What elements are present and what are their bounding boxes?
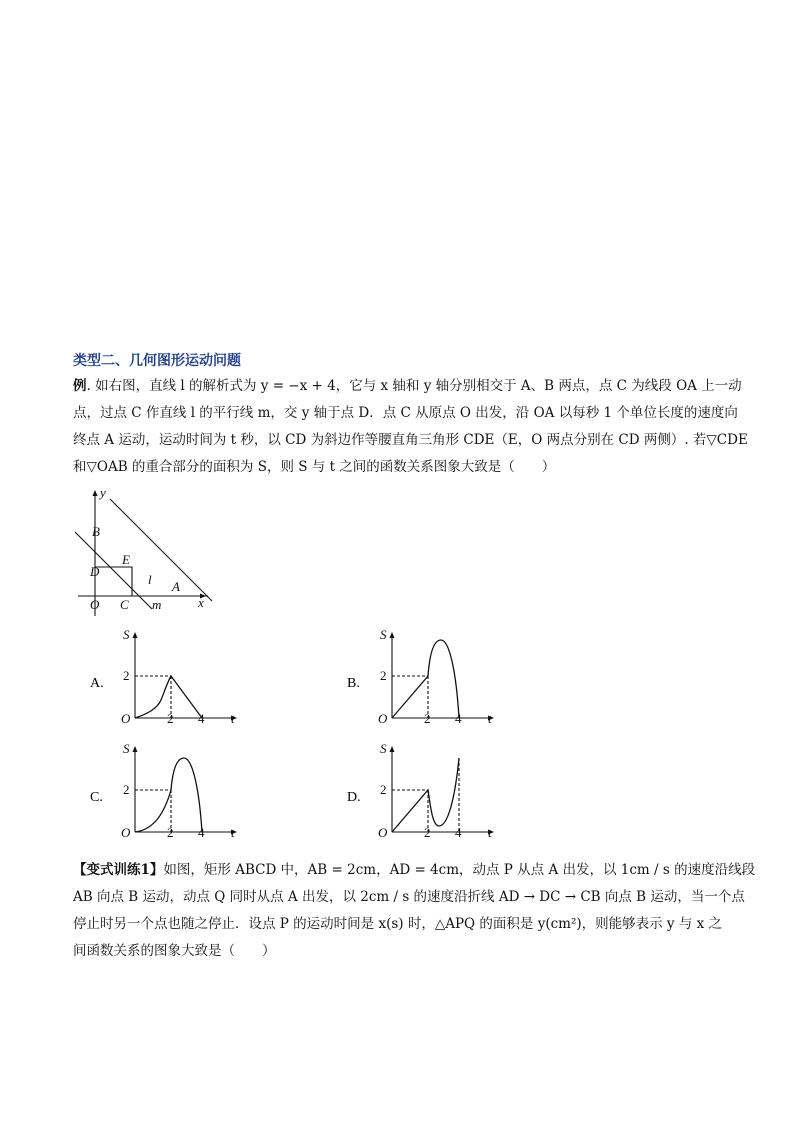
option-b-t-label: t [488, 711, 492, 726]
example-line-1: 例. 如右图，直线 l 的解析式为 y = −x + 4，它与 x 轴和 y 轴分别相交于 A、B 两点，点 C 为线段 OA 上一动 [73, 378, 742, 394]
variant-problem [73, 857, 756, 965]
option-d-s-label: S [380, 741, 387, 756]
option-a-s-label: S [123, 627, 130, 642]
triangle-cde [95, 567, 132, 596]
label-c: C [120, 597, 129, 612]
option-a-tick-2: 2 [167, 711, 174, 726]
option-d-curve [392, 758, 459, 832]
option-a-letter: A. [90, 676, 104, 691]
option-c-tick-2: 2 [167, 825, 174, 840]
option-c-tick-4: 4 [198, 825, 205, 840]
option-c-s-label: S [123, 741, 130, 756]
label-e: E [122, 552, 130, 567]
option-c-curve [135, 758, 202, 832]
y-arrow [93, 490, 98, 496]
option-b-graph [342, 624, 512, 734]
option-d-t-label: t [488, 825, 492, 840]
option-a-tick-4: 4 [198, 711, 205, 726]
option-b-y2-label: 2 [380, 668, 387, 683]
option-d-s-arrow [390, 746, 395, 752]
option-a-graph [85, 624, 255, 734]
option-a-s-arrow [133, 632, 138, 638]
option-d-graph [342, 738, 512, 848]
section-heading: 类型二、几何图形运动问题 [73, 353, 241, 369]
option-b-tick-2: 2 [424, 711, 431, 726]
variant-label: 【变式训练1】 [73, 862, 164, 878]
example-problem [73, 373, 748, 481]
option-d-letter: D. [347, 790, 361, 805]
option-b-letter: B. [347, 676, 360, 691]
variant-line-1: 【变式训练1】如图，矩形 ABCD 中，AB = 2cm，AD = 4cm，动点 P 从点 A 出发，以 1cm / s 的速度沿线段 [73, 862, 756, 878]
option-d-y2-label: 2 [380, 782, 387, 797]
label-m: m [152, 597, 162, 612]
label-l: l [148, 572, 152, 587]
option-c-graph [85, 738, 255, 848]
option-b-s-arrow [390, 632, 395, 638]
label-a: A [172, 579, 180, 594]
option-c-s-arrow [133, 746, 138, 752]
variant-line-2: AB 向点 B 运动，动点 Q 同时从点 A 出发，以 2cm / s 的速度沿折线 AD → DC → CB 向点 B 运动，当一个点 [73, 889, 745, 905]
label-x: x [198, 595, 204, 610]
option-b-origin: O [378, 711, 388, 726]
example-line-2: 点，过点 C 作直线 l 的平行线 m，交 y 轴于点 D．点 C 从原点 O 出发，沿 OA 以每秒 1 个单位长度的速度向 [73, 405, 738, 421]
example-line-3: 终点 A 运动，运动时间为 t 秒，以 CD 为斜边作等腰直角三角形 CDE（E，O 两点分别在 CD 两侧）. 若▽CDE [73, 432, 748, 448]
line-l [110, 499, 212, 601]
option-a-t-label: t [231, 711, 235, 726]
option-b-tick-4: 4 [455, 711, 462, 726]
variant-line-4: 间函数关系的图象大致是（ ） [73, 943, 276, 959]
geometry-figure [70, 484, 220, 619]
option-c-t-label: t [231, 825, 235, 840]
variant-line-3: 停止时另一个点也随之停止．设点 P 的运动时间是 x(s) 时，△APQ 的面积是 y(cm²)，则能够表示 y 与 x 之 [73, 916, 723, 932]
option-a-origin: O [121, 711, 131, 726]
label-y: y [100, 485, 106, 500]
option-b-s-label: S [380, 627, 387, 642]
option-d-tick-2: 2 [424, 825, 431, 840]
line-m [75, 532, 152, 609]
example-label: 例 [73, 378, 87, 394]
label-b: B [92, 524, 100, 539]
option-c-letter: C. [90, 790, 103, 805]
option-c-origin: O [121, 825, 131, 840]
example-line-4: 和▽OAB 的重合部分的面积为 S，则 S 与 t 之间的函数关系图象大致是（ ） [73, 459, 556, 475]
option-d-origin: O [378, 825, 388, 840]
option-b-curve [392, 640, 459, 718]
option-c-y2-label: 2 [123, 782, 130, 797]
option-d-tick-4: 4 [455, 825, 462, 840]
option-a-y2-label: 2 [123, 668, 130, 683]
label-o: O [90, 597, 100, 612]
label-d: D [90, 564, 100, 579]
